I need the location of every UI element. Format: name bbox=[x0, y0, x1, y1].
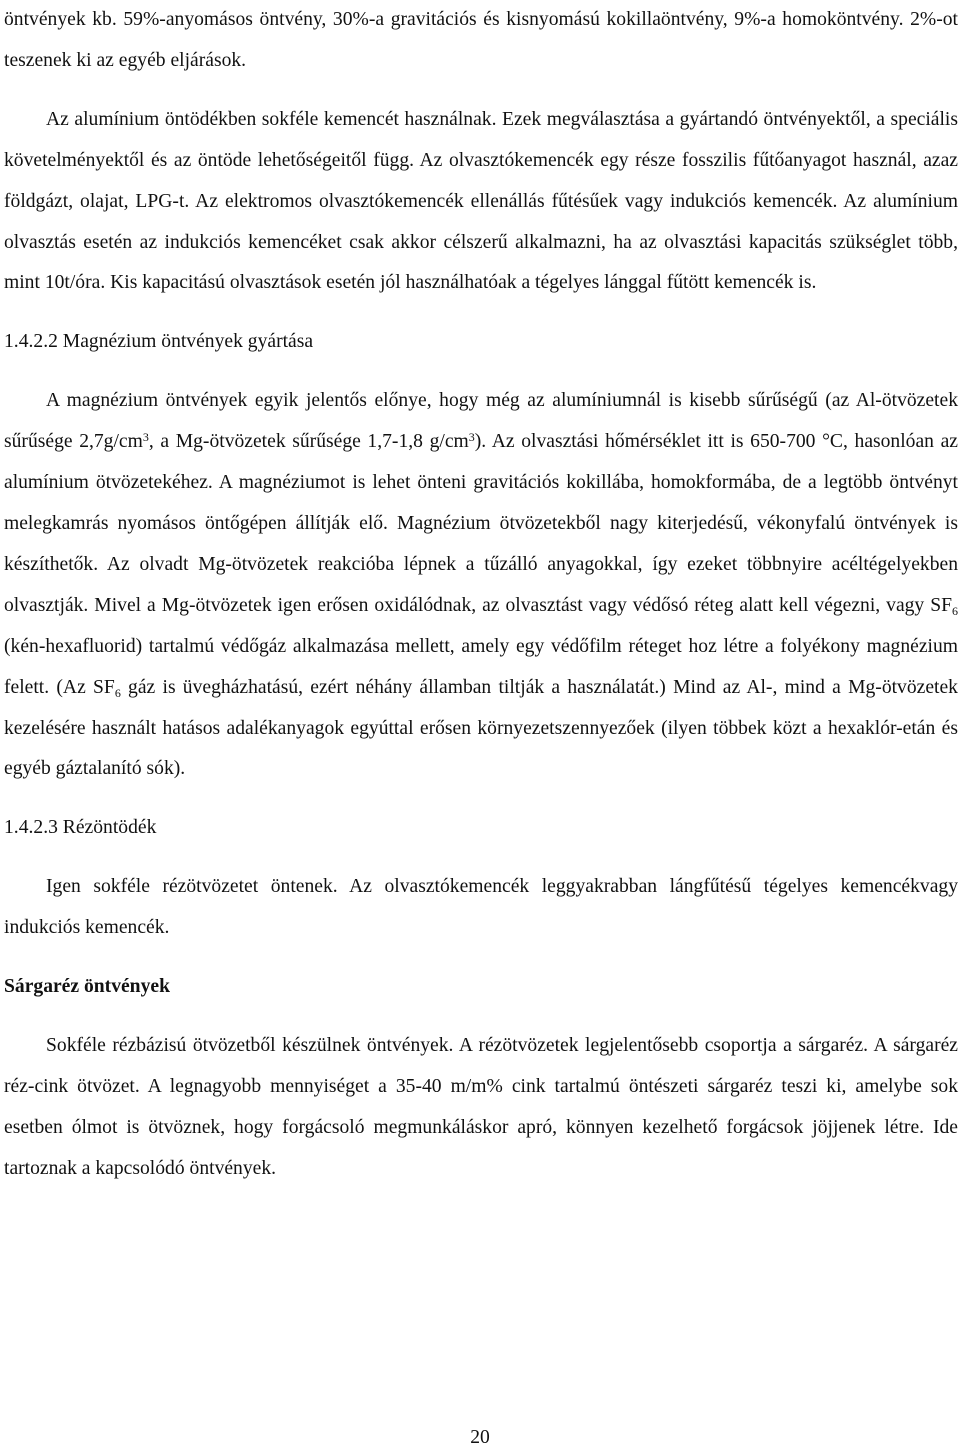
paragraph-copper-alloys: Igen sokféle rézötvözetet öntenek. Az olvasztókemencék leggyakrabban lángfűtésű tégelyes kemencékvagy indukciós kemencék. bbox=[4, 876, 958, 939]
spacer bbox=[4, 1008, 958, 1026]
subscript-6: 6 bbox=[114, 685, 121, 700]
mg-text-a: A magnézium öntvények egyik jelentős előnye, hogy még az alumíniumnál is kisebb sűrűségű (az Al-ötvözetek sűrűsége 2,7g/cm bbox=[4, 390, 958, 453]
subscript-6: 6 bbox=[952, 603, 958, 618]
spacer bbox=[4, 82, 958, 100]
spacer bbox=[4, 790, 958, 808]
spacer bbox=[4, 363, 958, 381]
paragraph-casting-shares: öntvények kb. 59%-anyomásos öntvény, 30%-a gravitációs és kisnyomású kokillaöntvény, 9%-a homoköntvény. 2%-ot teszenek ki az egyéb eljárások. bbox=[4, 9, 958, 71]
paragraph-brass: Sokféle rézbázisú ötvözetből készülnek öntvények. A rézötvözetek legjelentősebb csoportja a sárgaréz. A sárgaréz réz-cink ötvözet. A legnagyobb mennyiséget a 35-40 m/m% cink tartalmú öntészeti sárgaréz teszi ki, amelybe sok esetben ólmot is ötvöznek, hogy forgácsoló megmunkáláskor apró, könnyen kezelhető forgácsok jöjjenek létre. Ide tartoznak a kapcsolódó öntvények. bbox=[4, 1034, 958, 1179]
mg-text-c: ). Az olvasztási hőmérséklet itt is 650-700 °C, hasonlóan az alumínium ötvözetekéhez. A magnéziumot is lehet önteni gravitációs kokillába, homokformába, de a legtöbb öntvényt melegkamrás nyomásos öntőgépen állítják elő. Magnézium ötvözetekből nagy kiterjedésű, vékonyfalú öntvények is készíthetők. Az olvadt Mg-ötvözetek reakcióba lépnek a tűzálló anyagokkal, így ezeket többnyire acéltégelyekben olvasztják. Mivel a Mg-ötvözetek igen erősen oxidálódnak, az olvasztást vagy védősó réteg alatt kell végezni, vagy SF bbox=[4, 431, 958, 616]
paragraph-aluminium-furnaces: Az alumínium öntödékben sokféle kemencét használnak. Ezek megválasztása a gyártandó öntvényektől, a speciális követelményektől és az öntöde lehetőségeitől függ. Az olvasztókemencék egy része fosszilis fűtőanyagot használ, azaz földgázt, olajat, LPG-t. Az elektromos olvasztókemencék ellenállás fűtésűek vagy indukciós kemencék. Az alumínium olvasztás esetén az indukciós kemencéket csak akkor célszerű alkalmazni, ha az olvasztási kapacitás szükséglet több, mint 10t/óra. Kis kapacitású olvasztások esetén jól használhatóak a tégelyes lánggal fűtött kemencék is. bbox=[4, 108, 958, 294]
mg-text-d: (kén-hexafluorid) tartalmú védőgáz alkalmazása mellett, amely egy védőfilm réteget hoz létre a folyékony magnézium felett. (Az SF bbox=[4, 635, 958, 698]
heading-magnesium-castings: 1.4.2.2 Magnézium öntvények gyártása bbox=[4, 331, 314, 353]
superscript-3: 3 bbox=[142, 430, 149, 445]
page-content bbox=[4, 0, 958, 1190]
mg-text-b: , a Mg-ötvözetek sűrűsége 1,7-1,8 g/cm bbox=[148, 431, 469, 453]
paragraph-magnesium bbox=[4, 381, 958, 790]
spacer bbox=[4, 949, 958, 967]
heading-copper-foundries: 1.4.2.3 Rézöntödék bbox=[4, 817, 157, 839]
mg-text-e: gáz is üvegházhatású, ezért néhány államban tiltják a használatát.) Mind az Al-, mind a Mg-ötvözetek kezelésére használt hatásos adalékanyagok egyúttal erősen környezetszennyezőek (ilyen többek közt a hexaklór-etán és egyéb gáztalanító sók). bbox=[4, 676, 958, 780]
spacer bbox=[4, 304, 958, 322]
page-number: 20 bbox=[470, 1427, 490, 1448]
heading-brass-castings: Sárgaréz öntvények bbox=[4, 976, 170, 998]
superscript-3: 3 bbox=[468, 430, 475, 445]
spacer bbox=[4, 849, 958, 867]
